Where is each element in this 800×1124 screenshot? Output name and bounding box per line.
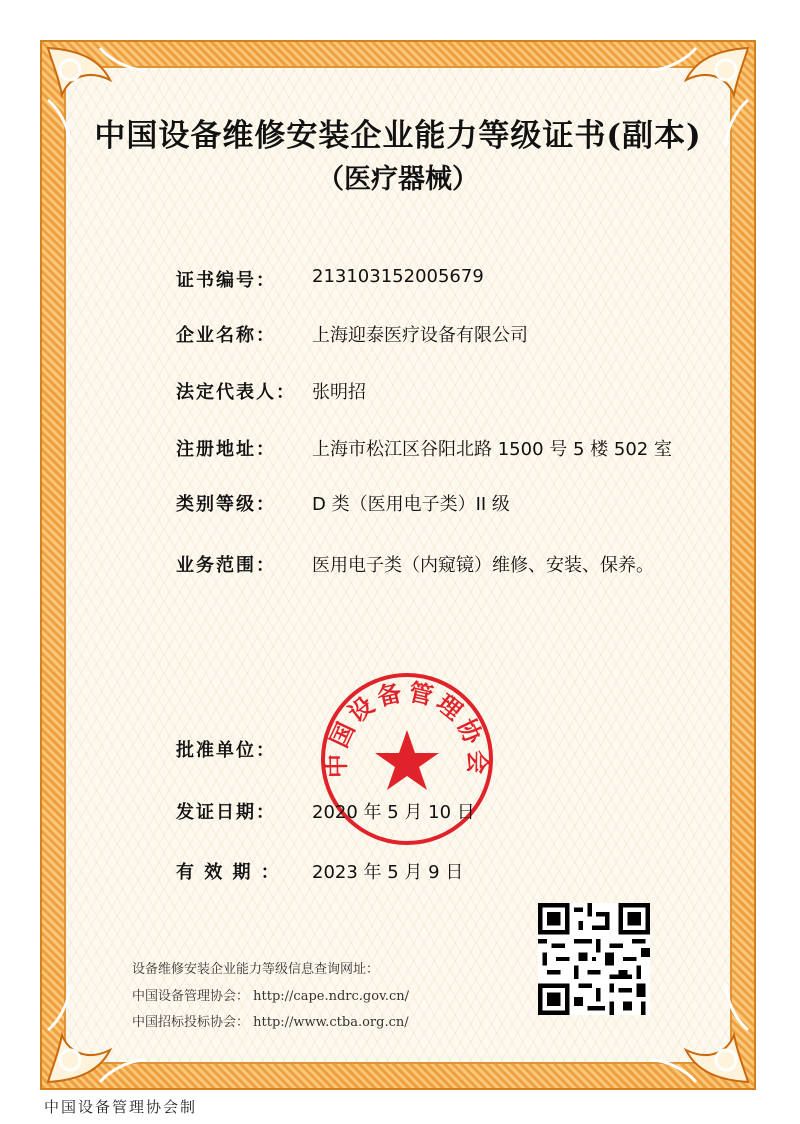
certificate-subtitle: （医疗器械） <box>317 164 479 195</box>
field-label-business-scope: 业务范围： <box>176 555 276 576</box>
field-value-certificate-number: 213103152005679 <box>312 266 484 287</box>
field-value-validity: 2023 年 5 月 9 日 <box>312 862 464 883</box>
field-value-legal-representative: 张明招 <box>312 382 366 403</box>
field-value-registered-address: 上海市松江区谷阳北路 1500 号 5 楼 502 室 <box>312 439 672 460</box>
certificate-title: 中国设备维修安装企业能力等级证书(副本) <box>94 118 702 154</box>
field-label-validity: 有 效 期 ： <box>176 862 281 883</box>
field-value-category-grade: D 类（医用电子类）II 级 <box>312 494 510 515</box>
field-value-company-name: 上海迎泰医疗设备有限公司 <box>312 325 528 346</box>
field-label-registered-address: 注册地址： <box>176 439 276 460</box>
issuer-caption: 中国设备管理协会制 <box>44 1098 198 1116</box>
seal-star-icon <box>375 730 439 790</box>
footer-link-cape[interactable]: 中国设备管理协会： http://cape.ndrc.gov.cn/ <box>132 989 410 1004</box>
corner-ornament-icon <box>646 980 756 1090</box>
qr-code-icon[interactable] <box>538 903 650 1015</box>
field-label-certificate-number: 证书编号： <box>176 270 276 291</box>
field-label-legal-representative: 法定代表人： <box>176 382 296 403</box>
svg-text:中国设备管理协会: 中国设备管理协会 <box>321 676 493 779</box>
field-label-issue-date: 发证日期： <box>176 802 276 823</box>
field-label-approving-unit: 批准单位： <box>176 740 276 761</box>
footer-link-ctba[interactable]: 中国招标投标协会： http://www.ctba.org.cn/ <box>132 1015 409 1030</box>
field-label-category-grade: 类别等级： <box>176 494 276 515</box>
field-label-company-name: 企业名称： <box>176 325 276 346</box>
footer-query-heading: 设备维修安装企业能力等级信息查询网址： <box>132 962 380 977</box>
field-value-business-scope: 医用电子类（内窥镜）维修、安装、保养。 <box>312 555 654 576</box>
field-value-issue-date: 2020 年 5 月 10 日 <box>312 802 475 823</box>
